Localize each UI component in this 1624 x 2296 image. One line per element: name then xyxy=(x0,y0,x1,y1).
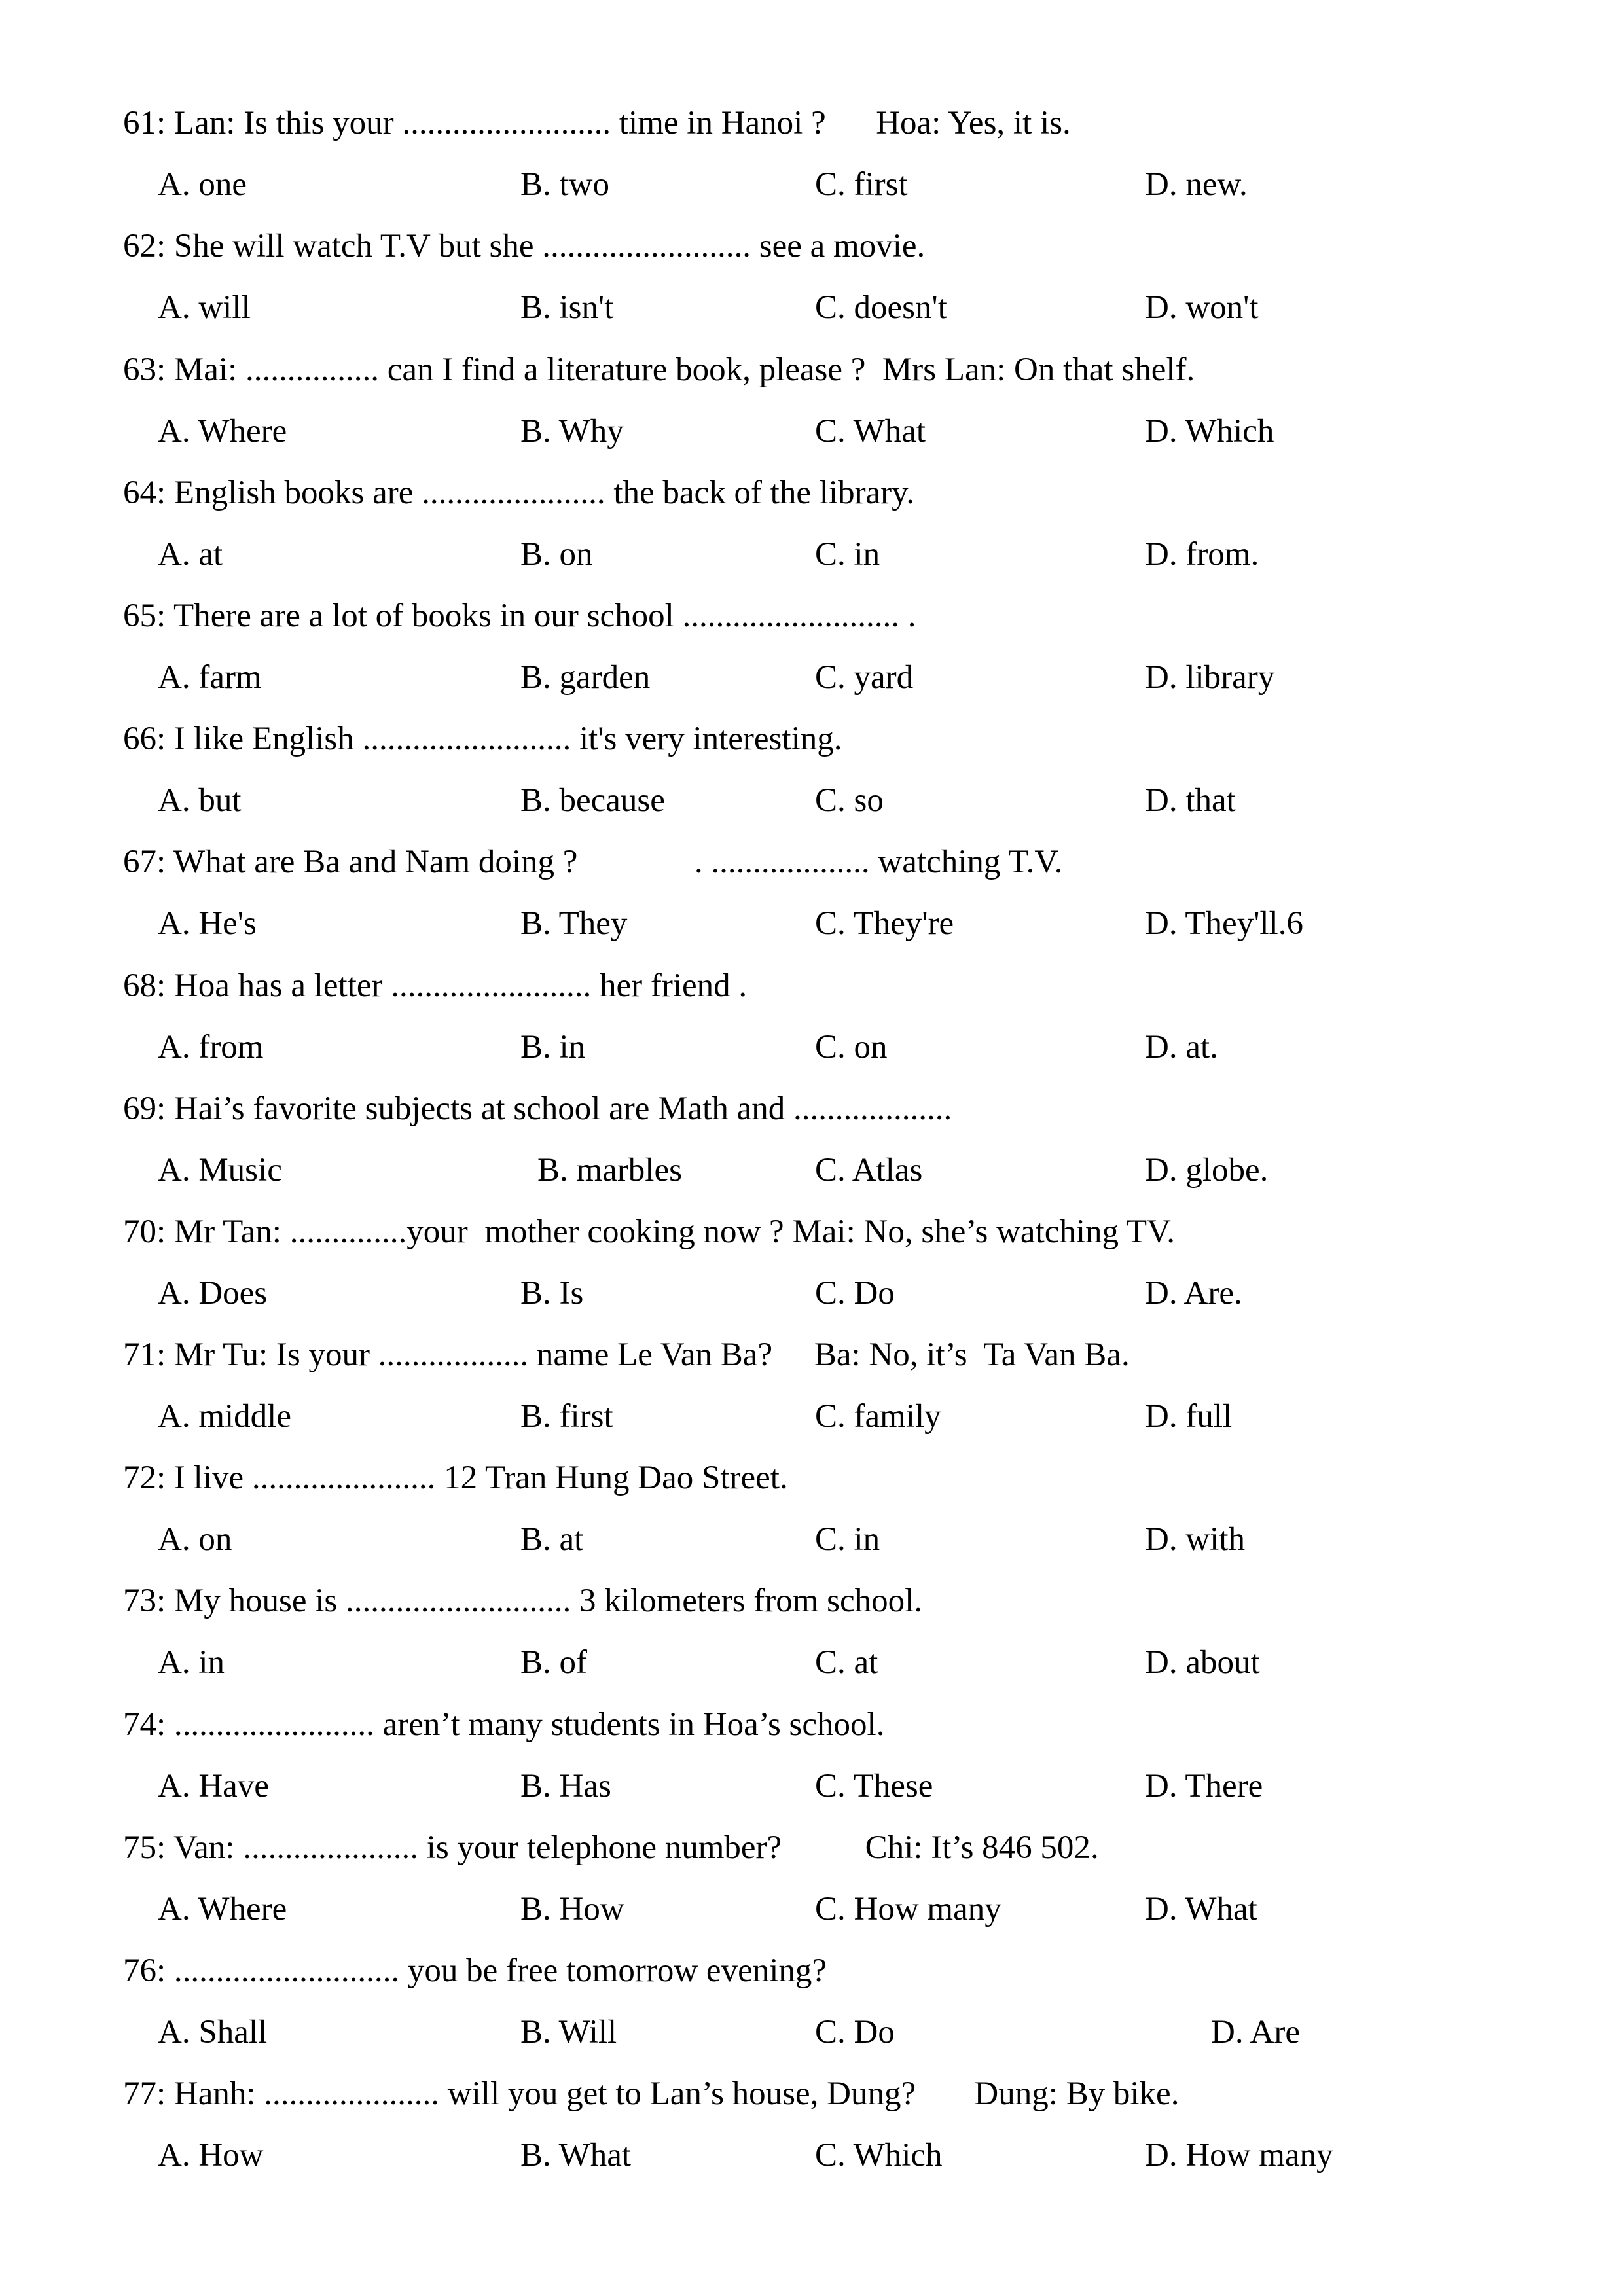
option-d: D. globe. xyxy=(1145,1152,1269,1189)
option-d: D. How many xyxy=(1145,2137,1333,2174)
option-d: D. from. xyxy=(1145,536,1259,573)
question-stem: 68: Hoa has a letter ........................ her friend . xyxy=(123,967,748,1004)
option-b: B. on xyxy=(520,536,593,573)
question-stem: 66: I like English ......................... it's very interesting. xyxy=(123,721,842,757)
option-c: C. Do xyxy=(815,1275,895,1312)
option-c: C. on xyxy=(815,1029,888,1066)
question-66 xyxy=(0,713,1624,836)
question-75 xyxy=(0,1821,1624,1945)
question-stem: 67: What are Ba and Nam doing ? . ................... watching T.V. xyxy=(123,844,1063,880)
option-a: A. Have xyxy=(158,1768,269,1804)
option-c: C. family xyxy=(815,1398,941,1435)
question-stem: 72: I live ...................... 12 Tran Hung Dao Street. xyxy=(123,1460,788,1496)
option-d: D. library xyxy=(1145,659,1275,696)
option-a: A. Music xyxy=(158,1152,282,1189)
question-65 xyxy=(0,590,1624,713)
option-a: A. How xyxy=(158,2137,264,2174)
option-b: B. of xyxy=(520,1644,587,1681)
option-c: C. yard xyxy=(815,659,914,696)
option-d: D. Are xyxy=(1211,2014,1300,2051)
option-d: D. Which xyxy=(1145,413,1274,450)
option-c: C. Do xyxy=(815,2014,895,2051)
option-b: B. in xyxy=(520,1029,586,1066)
option-a: A. at xyxy=(158,536,223,573)
option-c: C. Atlas xyxy=(815,1152,923,1189)
option-a: A. farm xyxy=(158,659,262,696)
option-c: C. at xyxy=(815,1644,878,1681)
question-72 xyxy=(0,1452,1624,1575)
question-76 xyxy=(0,1945,1624,2068)
option-d: D. that xyxy=(1145,782,1236,819)
option-d: D. new. xyxy=(1145,166,1248,203)
option-b: B. because xyxy=(520,782,665,819)
question-74 xyxy=(0,1698,1624,1821)
question-67 xyxy=(0,836,1624,959)
option-b: B. garden xyxy=(520,659,651,696)
option-b: B. two xyxy=(520,166,610,203)
option-d: D. at. xyxy=(1145,1029,1218,1066)
option-a: A. Shall xyxy=(158,2014,268,2051)
option-a: A. Where xyxy=(158,413,287,450)
option-d: D. They'll.6 xyxy=(1145,905,1303,942)
option-d: D. about xyxy=(1145,1644,1260,1681)
option-c: C. These xyxy=(815,1768,933,1804)
question-stem: 71: Mr Tu: Is your .................. name Le Van Ba? Ba: No, it’s Ta Van Ba. xyxy=(123,1336,1130,1373)
option-c: C. in xyxy=(815,536,880,573)
question-stem: 74: ........................ aren’t many students in Hoa’s school. xyxy=(123,1706,885,1743)
question-62 xyxy=(0,220,1624,343)
question-64 xyxy=(0,467,1624,590)
question-stem: 76: ........................... you be free tomorrow evening? xyxy=(123,1952,827,1989)
option-c: C. so xyxy=(815,782,884,819)
option-d: D. There xyxy=(1145,1768,1263,1804)
question-70 xyxy=(0,1206,1624,1329)
question-stem: 63: Mai: ................ can I find a literature book, please ? Mrs Lan: On that shelf. xyxy=(123,351,1195,388)
option-b: B. isn't xyxy=(520,289,614,326)
question-stem: 73: My house is ........................... 3 kilometers from school. xyxy=(123,1583,923,1619)
question-stem: 75: Van: ..................... is your telephone number? Chi: It’s 846 502. xyxy=(123,1829,1099,1866)
question-63 xyxy=(0,344,1624,467)
question-73 xyxy=(0,1575,1624,1698)
option-c: C. in xyxy=(815,1521,880,1558)
option-d: D. full xyxy=(1145,1398,1233,1435)
option-b: B. Is xyxy=(520,1275,584,1312)
question-stem: 64: English books are ...................... the back of the library. xyxy=(123,475,915,511)
question-61 xyxy=(0,97,1624,220)
option-d: D. What xyxy=(1145,1891,1257,1928)
option-c: C. Which xyxy=(815,2137,943,2174)
option-a: A. middle xyxy=(158,1398,291,1435)
question-stem: 65: There are a lot of books in our school .......................... . xyxy=(123,598,916,634)
question-stem: 69: Hai’s favorite subjects at school are Math and ................... xyxy=(123,1090,952,1127)
option-c: C. doesn't xyxy=(815,289,947,326)
option-b: B. first xyxy=(520,1398,613,1435)
question-68 xyxy=(0,960,1624,1083)
question-stem: 77: Hanh: ..................... will you get to Lan’s house, Dung? Dung: By bike. xyxy=(123,2075,1180,2112)
option-b: B. Will xyxy=(520,2014,617,2051)
option-c: C. What xyxy=(815,413,926,450)
question-stem: 62: She will watch T.V but she ......................... see a movie. xyxy=(123,228,926,264)
question-stem: 70: Mr Tan: ..............your mother cooking now ? Mai: No, she’s watching TV. xyxy=(123,1213,1176,1250)
option-b: B. marbles xyxy=(537,1152,682,1189)
option-a: A. will xyxy=(158,289,251,326)
option-d: D. with xyxy=(1145,1521,1245,1558)
option-a: A. in xyxy=(158,1644,225,1681)
option-d: D. Are. xyxy=(1145,1275,1242,1312)
question-77 xyxy=(0,2068,1624,2191)
option-c: C. How many xyxy=(815,1891,1001,1928)
question-71 xyxy=(0,1329,1624,1452)
option-a: A. on xyxy=(158,1521,232,1558)
question-69 xyxy=(0,1083,1624,1206)
option-b: B. They xyxy=(520,905,628,942)
option-a: A. Where xyxy=(158,1891,287,1928)
option-a: A. He's xyxy=(158,905,257,942)
option-b: B. What xyxy=(520,2137,632,2174)
question-stem: 61: Lan: Is this your ......................... time in Hanoi ? Hoa: Yes, it is. xyxy=(123,105,1071,141)
option-b: B. Why xyxy=(520,413,624,450)
option-b: B. Has xyxy=(520,1768,611,1804)
option-a: A. one xyxy=(158,166,247,203)
option-b: B. How xyxy=(520,1891,624,1928)
option-a: A. Does xyxy=(158,1275,268,1312)
option-a: A. from xyxy=(158,1029,264,1066)
option-c: C. They're xyxy=(815,905,954,942)
option-c: C. first xyxy=(815,166,908,203)
option-d: D. won't xyxy=(1145,289,1259,326)
option-a: A. but xyxy=(158,782,242,819)
option-b: B. at xyxy=(520,1521,584,1558)
